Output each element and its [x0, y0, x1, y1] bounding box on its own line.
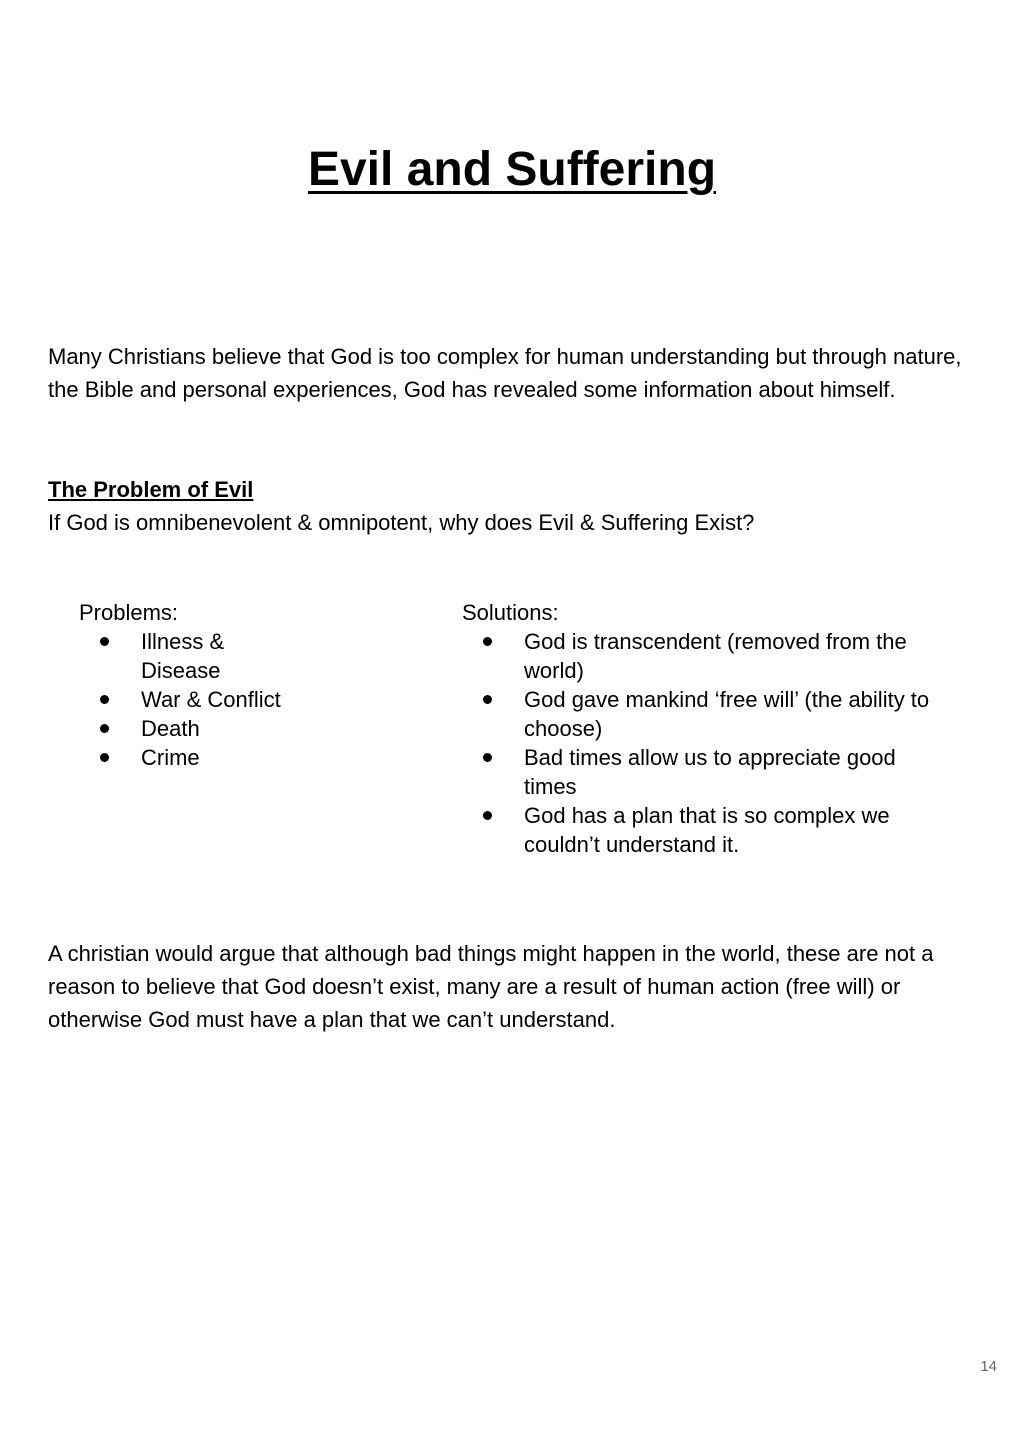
conclusion-paragraph: A christian would argue that although bad things might happen in the world, these are not a reason to believe that God doesn’t exist, many are a result of human action (free will) or otherwise God must have a plan that we can’t understand. — [48, 941, 934, 1032]
problems-column — [79, 598, 419, 772]
list-item — [79, 714, 301, 743]
bullet-icon — [100, 695, 109, 704]
problem-text: War & Conflict — [141, 687, 281, 712]
bullet-icon — [100, 724, 109, 733]
bullet-icon — [483, 811, 492, 820]
bullet-icon — [483, 695, 492, 704]
list-item — [462, 801, 944, 859]
solutions-column — [462, 598, 962, 859]
solution-text: God has a plan that is so complex we couldn’t understand it. — [524, 803, 890, 857]
list-item — [79, 743, 301, 772]
page-number: 14 — [980, 1358, 997, 1375]
problem-text: Illness & Disease — [141, 629, 225, 683]
bullet-icon — [483, 753, 492, 762]
problems-list — [79, 627, 419, 772]
problems-heading: Problems: — [79, 600, 179, 625]
solution-text: God gave mankind ‘free will’ (the ability to choose) — [524, 687, 930, 741]
solutions-list — [462, 627, 962, 859]
list-item — [462, 743, 944, 801]
list-item — [462, 627, 944, 685]
bullet-icon — [483, 637, 492, 646]
solutions-heading: Solutions: — [462, 600, 559, 625]
bullet-icon — [100, 637, 109, 646]
list-item — [462, 685, 944, 743]
section-heading: The Problem of Evil — [48, 477, 254, 502]
solution-text: God is transcendent (removed from the world) — [524, 629, 907, 683]
bullet-icon — [100, 753, 109, 762]
problem-text: Death — [141, 716, 200, 741]
problem-text: Crime — [141, 745, 200, 770]
solution-text: Bad times allow us to appreciate good times — [524, 745, 896, 799]
section-question: If God is omnibenevolent & omnipotent, why does Evil & Suffering Exist? — [48, 510, 755, 535]
page-title: Evil and Suffering — [307, 143, 717, 196]
list-item — [79, 685, 301, 714]
list-item — [79, 627, 301, 685]
intro-paragraph: Many Christians believe that God is too complex for human understanding but through nature, the Bible and personal experiences, God has revealed some information about himself. — [48, 344, 962, 402]
